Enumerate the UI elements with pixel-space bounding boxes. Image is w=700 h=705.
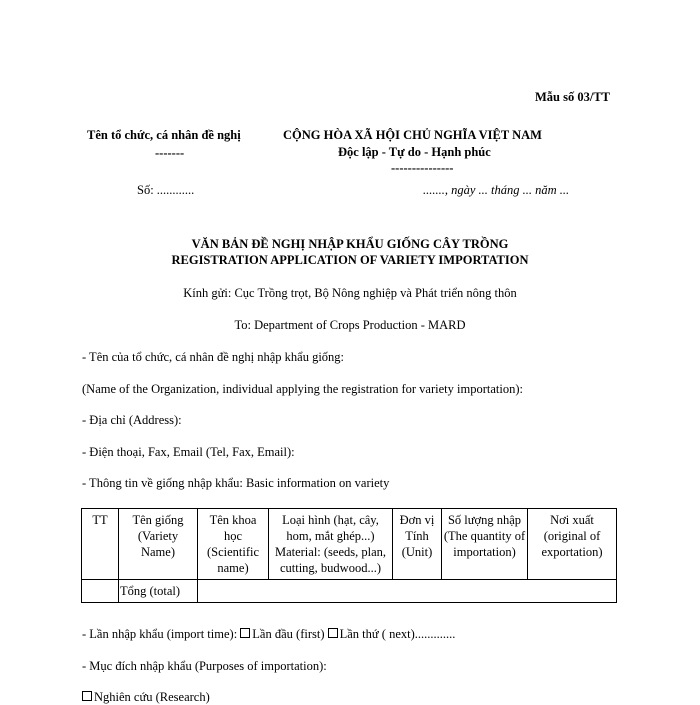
applicant-label: Tên tổ chức, cá nhân đề nghị [87,128,241,142]
line-applicant-name-en: (Name of the Organization, individual applying the registration for variety importation): [82,382,523,396]
line-applicant-name: - Tên của tổ chức, cá nhân đề nghị nhập khẩu giống: [82,350,345,364]
first-option-label: Lần đầu (first) [252,627,328,641]
header-cell: Tên giống (Variety Name) [119,509,198,580]
next-checkbox[interactable] [328,628,338,638]
line-address: - Địa chỉ (Address): [82,413,182,427]
header-cell: Tên khoa học (Scientific name) [198,509,269,580]
research-option-label: Nghiên cứu (Research) [94,690,210,704]
country-name: CỘNG HÒA XÃ HỘI CHỦ NGHĨA VIỆT NAM [283,128,542,142]
motto-dashes: --------------- [391,161,454,175]
import-time-label: - Lần nhập khẩu (import time): [82,627,241,641]
motto: Độc lập - Tự do - Hạnh phúc [338,145,491,159]
line-purpose: - Mục đích nhập khẩu (Purposes of importation): [82,659,327,673]
header-cell: TT [82,509,119,580]
line-contact: - Điện thoại, Fax, Email (Tel, Fax, Email): [82,445,295,459]
title-english: REGISTRATION APPLICATION OF VARIETY IMPORTATION [171,253,529,267]
header-cell: Đơn vị Tính (Unit) [393,509,442,580]
line-variety-info: - Thông tin về giống nhập khẩu: Basic information on variety [82,476,390,490]
date-line: ......., ngày ... tháng ... năm ... [423,183,570,197]
title-vietnamese: VĂN BẢN ĐỀ NGHỊ NHẬP KHẨU GIỐNG CÂY TRỒNG [191,237,509,251]
header-cell: Loại hình (hạt, cây, hom, mắt ghép...) Material: (seeds, plan, cutting, budwood...) [269,509,393,580]
line-import-time [82,627,455,642]
table-header-row [82,509,617,580]
document-number: Số: ............ [137,183,195,197]
total-label-cell: Tổng (total) [119,580,198,603]
recipient-vietnamese: Kính gửi: Cục Trồng trọt, Bộ Nông nghiệp và Phát triển nông thôn [183,286,517,300]
applicant-dashes: ------- [155,146,185,160]
first-checkbox[interactable] [240,628,250,638]
line-research [82,690,210,705]
recipient-english: To: Department of Crops Production - MARD [234,318,466,332]
total-value-cell [198,580,617,603]
next-option-label: Lần thứ ( next)............. [339,627,456,641]
form-number: Mẫu số 03/TT [535,90,611,104]
variety-table [81,508,617,603]
header-cell: Số lượng nhập (The quantity of importation) [442,509,528,580]
header-cell: Nơi xuất (original of exportation) [528,509,617,580]
total-blank-cell [82,580,119,603]
table-total-row [82,580,617,603]
